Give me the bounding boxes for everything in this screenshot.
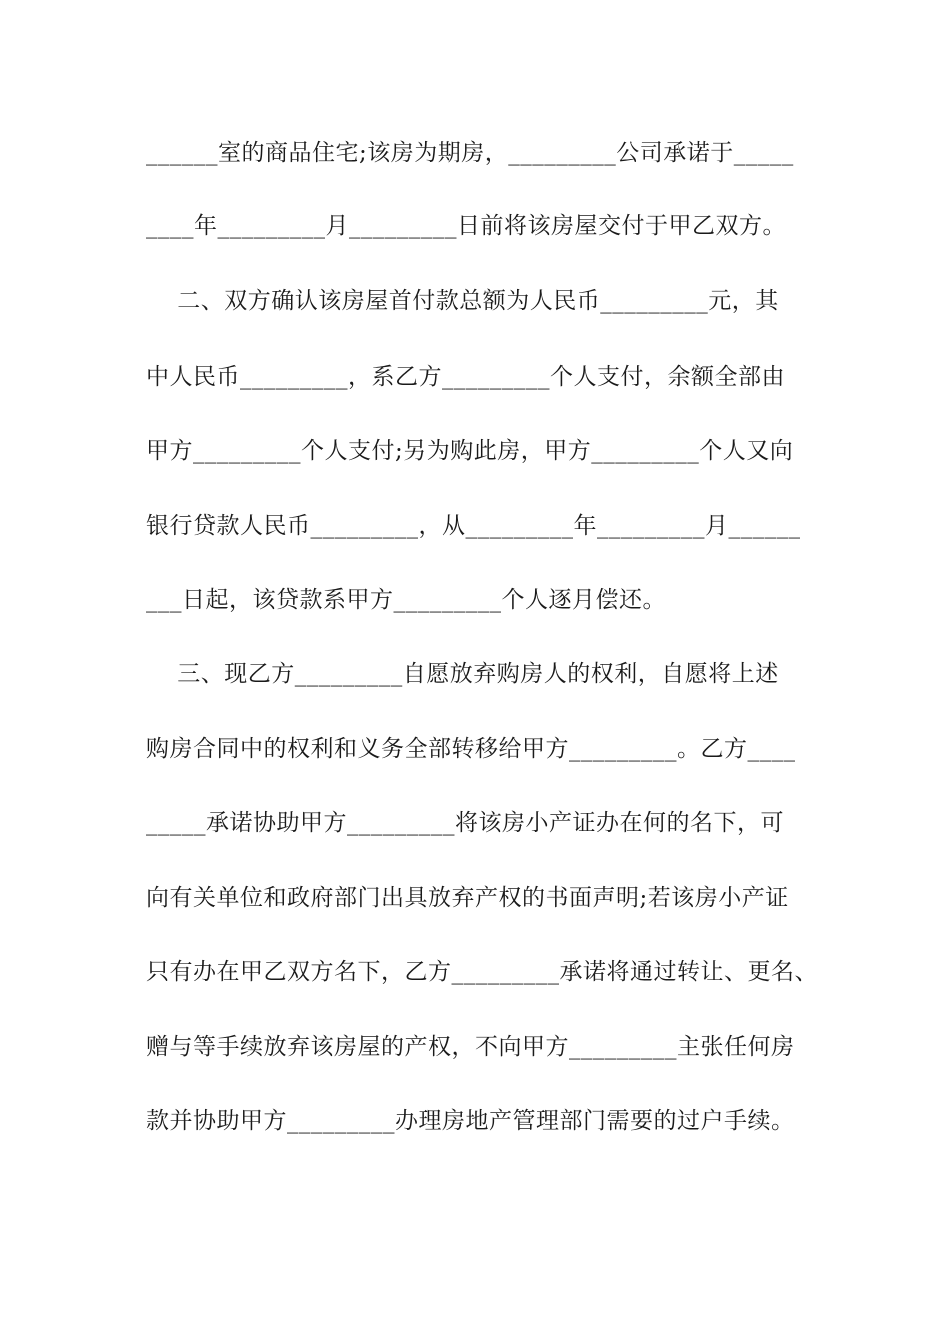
paragraph-3-line-1: 三、现乙方_________自愿放弃购房人的权利，自愿将上述 <box>146 661 779 687</box>
text-line-7: ___日起，该贷款系甲方_________个人逐月偿还。 <box>146 587 666 613</box>
text-line-5: 甲方_________个人支付;另为购此房，甲方_________个人又向 <box>146 438 794 464</box>
text-line-9: 购房合同中的权利和义务全部转移给甲方_________。乙方____ <box>146 736 796 762</box>
text-line-12: 只有办在甲乙双方名下，乙方_________承诺将通过转让、更名、 <box>146 959 818 985</box>
text-line-1: ______室的商品住宅;该房为期房，_________公司承诺于_____ <box>146 140 794 166</box>
paragraph-2-line-1: 二、双方确认该房屋首付款总额为人民币_________元，其 <box>146 288 779 314</box>
text-line-10: _____承诺协助甲方_________将该房小产证办在何的名下，可 <box>146 810 784 836</box>
text-line-2: ____年_________月_________日前将该房屋交付于甲乙双方。 <box>146 213 786 239</box>
text-line-11: 向有关单位和政府部门出具放弃产权的书面声明;若该房小产证 <box>146 885 789 911</box>
text-line-6: 银行贷款人民币_________，从_________年_________月______ <box>146 513 801 539</box>
text-line-14: 款并协助甲方_________办理房地产管理部门需要的过户手续。 <box>146 1108 795 1134</box>
text-line-4: 中人民币_________，系乙方_________个人支付，余额全部由 <box>146 364 785 390</box>
text-line-13: 赠与等手续放弃该房屋的产权，不向甲方_________主张任何房 <box>146 1034 795 1060</box>
